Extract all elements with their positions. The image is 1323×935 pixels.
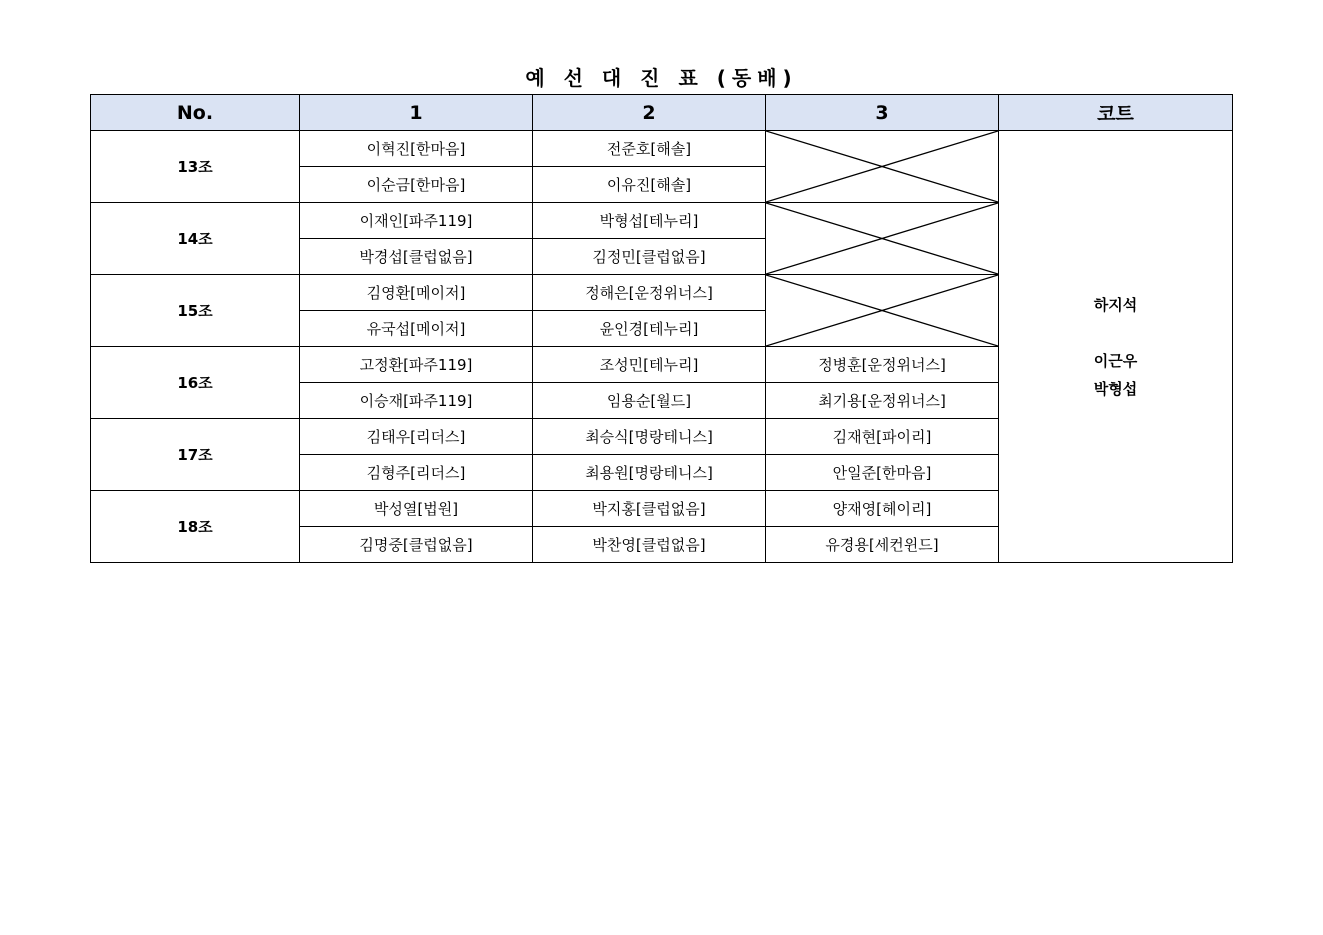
group-label: 17조 bbox=[91, 419, 300, 491]
table-row bbox=[91, 131, 1233, 167]
player-cell: 최용원[명랑테니스] bbox=[533, 455, 766, 491]
court-referee-1: 하지석 bbox=[1093, 295, 1138, 314]
group-label: 13조 bbox=[91, 131, 300, 203]
player-cell: 김형주[리더스] bbox=[300, 455, 533, 491]
player-cell: 고정환[파주119] bbox=[300, 347, 533, 383]
player-cell: 최기용[운정위너스] bbox=[766, 383, 999, 419]
player-cell: 박형섭[테누리] bbox=[533, 203, 766, 239]
player-cell: 이순금[한마음] bbox=[300, 167, 533, 203]
player-cell: 박경섭[클럽없음] bbox=[300, 239, 533, 275]
player-cell: 유국섭[메이저] bbox=[300, 311, 533, 347]
empty-slot-cross bbox=[766, 131, 999, 203]
court-referee-2: 이근우 bbox=[1093, 351, 1138, 370]
group-label: 16조 bbox=[91, 347, 300, 419]
player-cell: 이혁진[한마음] bbox=[300, 131, 533, 167]
player-cell: 이승재[파주119] bbox=[300, 383, 533, 419]
cross-icon bbox=[766, 275, 998, 346]
group-label: 15조 bbox=[91, 275, 300, 347]
player-cell: 김명중[클럽없음] bbox=[300, 527, 533, 563]
header-no: No. bbox=[91, 95, 300, 131]
player-cell: 정해은[운정위너스] bbox=[533, 275, 766, 311]
player-cell: 김태우[리더스] bbox=[300, 419, 533, 455]
cross-icon bbox=[766, 203, 998, 274]
group-label: 14조 bbox=[91, 203, 300, 275]
cross-icon bbox=[766, 131, 998, 202]
player-cell: 안일준[한마음] bbox=[766, 455, 999, 491]
player-cell: 정병훈[운정위너스] bbox=[766, 347, 999, 383]
header-court: 코트 bbox=[999, 95, 1233, 131]
player-cell: 김정민[클럽없음] bbox=[533, 239, 766, 275]
player-cell: 박지홍[클럽없음] bbox=[533, 491, 766, 527]
player-cell: 김재현[파이리] bbox=[766, 419, 999, 455]
player-cell: 윤인경[테누리] bbox=[533, 311, 766, 347]
player-cell: 유경용[세컨윈드] bbox=[766, 527, 999, 563]
header-row bbox=[91, 95, 1233, 131]
player-cell: 조성민[테누리] bbox=[533, 347, 766, 383]
group-label: 18조 bbox=[91, 491, 300, 563]
player-cell: 임용순[월드] bbox=[533, 383, 766, 419]
empty-slot-cross bbox=[766, 203, 999, 275]
empty-slot-cross bbox=[766, 275, 999, 347]
player-cell: 양재영[헤이리] bbox=[766, 491, 999, 527]
player-cell: 이유진[해솔] bbox=[533, 167, 766, 203]
header-player-3: 3 bbox=[766, 95, 999, 131]
court-referee-3: 박형섭 bbox=[1093, 379, 1138, 398]
court-cell bbox=[999, 131, 1233, 563]
player-cell: 박찬영[클럽없음] bbox=[533, 527, 766, 563]
player-cell: 이재인[파주119] bbox=[300, 203, 533, 239]
header-player-2: 2 bbox=[533, 95, 766, 131]
header-player-1: 1 bbox=[300, 95, 533, 131]
bracket-table bbox=[90, 94, 1233, 563]
player-cell: 전준호[해솔] bbox=[533, 131, 766, 167]
player-cell: 김영환[메이저] bbox=[300, 275, 533, 311]
player-cell: 최승식[명랑테니스] bbox=[533, 419, 766, 455]
page-title: 예 선 대 진 표 (동배) bbox=[525, 66, 798, 90]
player-cell: 박성열[법원] bbox=[300, 491, 533, 527]
